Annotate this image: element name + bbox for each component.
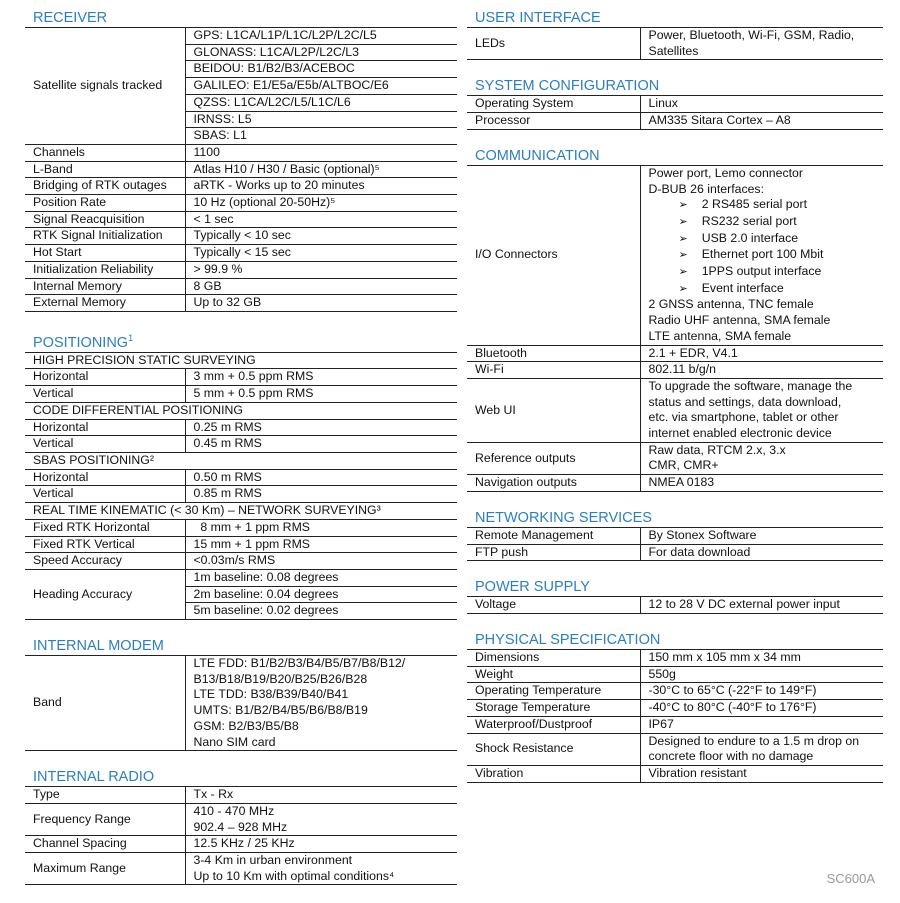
spec-value: [185, 261, 457, 278]
spec-value: [640, 442, 883, 474]
spec-value: [185, 486, 457, 503]
value-text: Typically < 10 sec: [193, 228, 291, 243]
spec-value: [640, 475, 883, 492]
spec-label: Wi-Fi: [467, 362, 640, 379]
spec-label: Web UI: [467, 378, 640, 442]
spec-row: [25, 486, 457, 503]
section-positioning: [25, 330, 457, 620]
value-item: QZSS: L1CA/L2C/L5/L1C/L6: [186, 95, 458, 112]
spec-label: Waterproof/Dustproof: [467, 716, 640, 733]
spec-label: Channels: [25, 144, 185, 161]
spec-row: [467, 544, 883, 561]
spec-row: [25, 386, 457, 403]
spec-value: [640, 597, 883, 613]
value-text: Up to 32 GB: [193, 295, 262, 310]
spec-table: [467, 166, 883, 492]
value-item: BEIDOU: B1/B2/B3/ACEBOC: [186, 61, 458, 78]
spec-row: [467, 597, 883, 613]
value-line: Raw data, RTCM 2.x, 3.x: [648, 442, 786, 457]
section-title: [25, 769, 457, 787]
spec-label: Navigation outputs: [467, 475, 640, 492]
value-text: 550g: [648, 666, 676, 681]
value-text: 8 GB: [193, 278, 222, 293]
value-line: 410 - 470 MHz: [193, 803, 275, 818]
section-system-configuration: [467, 78, 883, 129]
spec-value: [185, 178, 457, 195]
spec-value: [640, 700, 883, 717]
value-item: 2m baseline: 0.04 degrees: [186, 587, 458, 604]
section-title-text: USER INTERFACE: [475, 10, 601, 26]
connector-item: ➢ Ethernet port 100 Mbit: [679, 247, 884, 264]
spec-row: [467, 28, 883, 60]
spec-value: [185, 803, 457, 835]
spec-label: Channel Spacing: [25, 836, 185, 853]
spec-value: [640, 28, 883, 60]
section-title: [467, 10, 883, 28]
section-title: [25, 330, 457, 353]
spec-row: [467, 765, 883, 782]
spec-row: [467, 700, 883, 717]
section-title: [25, 10, 457, 28]
value-line: Up to 10 Km with optimal conditions⁴: [193, 868, 395, 883]
spec-value: [640, 733, 883, 765]
spec-label: Horizontal: [25, 469, 185, 486]
spec-label: Hot Start: [25, 245, 185, 262]
value-text: Vibration resistant: [648, 765, 747, 780]
spec-label: Weight: [467, 666, 640, 683]
value-item: GALILEO: E1/E5a/E5b/ALTBOC/E6: [186, 78, 458, 95]
section-receiver: [25, 10, 457, 312]
spec-value: [640, 166, 883, 345]
connector-list: [649, 197, 884, 297]
value-line: LTE TDD: B38/B39/B40/B41: [193, 687, 349, 702]
spec-row: [25, 469, 457, 486]
spec-row: [467, 442, 883, 474]
value-text: 150 mm x 105 mm x 34 mm: [648, 649, 801, 664]
value-text: IP67: [648, 716, 674, 731]
value-text: 2.1 + EDR, V4.1: [648, 345, 738, 360]
subheading: CODE DIFFERENTIAL POSITIONING: [25, 402, 457, 419]
spec-value: [185, 295, 457, 312]
spec-label: Storage Temperature: [467, 700, 640, 717]
value-line: status and settings, data download,: [648, 394, 842, 409]
spec-row: [25, 195, 457, 212]
spec-row: [25, 402, 457, 419]
spec-row: [25, 369, 457, 386]
spec-row: [467, 666, 883, 683]
spec-table: [25, 353, 457, 620]
spec-label: Initialization Reliability: [25, 261, 185, 278]
spec-row: [25, 656, 457, 751]
value-line: LTE antenna, SMA female: [648, 328, 792, 343]
value-text: Tx - Rx: [193, 787, 234, 802]
section-internal-radio: [25, 769, 457, 885]
value-item: GPS: L1CA/L1P/L1C/L2P/L2C/L5: [186, 28, 458, 45]
value-text: -40°C to 80°C (-40°F to 176°F): [648, 700, 817, 715]
value-text: For data download: [648, 544, 751, 559]
spec-label: Maximum Range: [25, 853, 185, 885]
value-text: 12.5 KHz / 25 KHz: [193, 836, 295, 851]
spec-label: Satellite signals tracked: [25, 28, 185, 144]
spec-value: [185, 787, 457, 803]
spec-value: [185, 28, 457, 144]
spec-label: Remote Management: [467, 528, 640, 544]
section-physical-specification: [467, 632, 883, 783]
spec-label: L-Band: [25, 161, 185, 178]
value-text: 15 mm + 1 ppm RMS: [193, 536, 311, 551]
spec-label: Frequency Range: [25, 803, 185, 835]
value-text: 0.50 m RMS: [193, 469, 262, 484]
spec-row: [25, 211, 457, 228]
spec-value: [640, 362, 883, 379]
spec-label: Fixed RTK Horizontal: [25, 519, 185, 536]
spec-label: LEDs: [467, 28, 640, 60]
value-line: 3-4 Km in urban environment: [193, 853, 353, 868]
subheading: SBAS POSITIONING²: [25, 453, 457, 470]
value-line: 2 GNSS antenna, TNC female: [648, 297, 814, 312]
spec-label: FTP push: [467, 544, 640, 561]
value-line: Radio UHF antenna, SMA female: [648, 313, 831, 328]
spec-row: [25, 228, 457, 245]
spec-value: [185, 161, 457, 178]
spec-value: [640, 716, 883, 733]
spec-value: [185, 386, 457, 403]
spec-row: [25, 161, 457, 178]
spec-value: [640, 666, 883, 683]
spec-table: [25, 28, 457, 312]
spec-row: [467, 362, 883, 379]
spec-row: [467, 378, 883, 442]
spec-row: [25, 787, 457, 803]
spec-row: [25, 245, 457, 262]
connector-item: ➢ RS232 serial port: [679, 214, 884, 231]
value-line: UMTS: B1/B2/B4/B5/B6/B8/B19: [193, 703, 368, 718]
spec-label: Signal Reacquisition: [25, 211, 185, 228]
section-communication: [467, 148, 883, 492]
spec-row: [467, 650, 883, 666]
spec-row: [25, 503, 457, 520]
spec-row: [467, 683, 883, 700]
spec-label: Vertical: [25, 386, 185, 403]
value-line: D-BUB 26 interfaces:: [648, 181, 764, 196]
spec-row: [467, 113, 883, 130]
spec-row: [25, 836, 457, 853]
spec-value: [185, 144, 457, 161]
subheading: REAL TIME KINEMATIC (< 30 Km) – NETWORK SURVEYING³: [25, 503, 457, 520]
spec-table: [467, 597, 883, 614]
section-title-text: POSITIONING: [33, 334, 129, 351]
spec-value: [185, 469, 457, 486]
value-text: 0.45 m RMS: [193, 436, 262, 451]
spec-value: [185, 656, 457, 751]
spec-label: I/O Connectors: [467, 166, 640, 345]
section-title-text: COMMUNICATION: [475, 147, 600, 164]
spec-row: [25, 278, 457, 295]
value-line: etc. via smartphone, tablet or other: [648, 410, 839, 425]
spec-label: Internal Memory: [25, 278, 185, 295]
spec-row: [467, 528, 883, 544]
spec-table: [467, 650, 883, 783]
value-text: 0.85 m RMS: [193, 486, 262, 501]
connector-item: ➢ 1PPS output interface: [679, 264, 884, 281]
spec-value: [640, 96, 883, 112]
spec-row: [467, 96, 883, 112]
spec-table: [25, 656, 457, 751]
spec-label: Operating Temperature: [467, 683, 640, 700]
spec-row: [25, 553, 457, 570]
spec-label: Shock Resistance: [467, 733, 640, 765]
spec-value: [185, 369, 457, 386]
connector-item: ➢ 2 RS485 serial port: [679, 197, 884, 214]
spec-table: [467, 96, 883, 129]
value-text: NMEA 0183: [648, 475, 715, 490]
value-line: Nano SIM card: [193, 734, 276, 749]
spec-row: [25, 853, 457, 885]
value-text: 5 mm + 0.5 ppm RMS: [193, 386, 314, 401]
value-item: 5m baseline: 0.02 degrees: [193, 603, 339, 618]
connector-item: ➢ USB 2.0 interface: [679, 231, 884, 248]
spec-value: [185, 211, 457, 228]
spec-value: [640, 378, 883, 442]
spec-value: [640, 683, 883, 700]
value-text: > 99.9 %: [193, 261, 243, 276]
spec-value: [640, 650, 883, 666]
spec-row: [467, 475, 883, 492]
spec-row: [25, 519, 457, 536]
spec-value: [185, 436, 457, 453]
spec-row: [467, 716, 883, 733]
spec-label: Reference outputs: [467, 442, 640, 474]
spec-label: Vibration: [467, 765, 640, 782]
value-line: LTE FDD: B1/B2/B3/B4/B5/B7/B8/B12/: [193, 656, 406, 671]
spec-row: [467, 166, 883, 345]
spec-value: [185, 278, 457, 295]
spec-label: Fixed RTK Vertical: [25, 536, 185, 553]
spec-table: [25, 787, 457, 885]
spec-label: Heading Accuracy: [25, 569, 185, 619]
spec-row: [25, 178, 457, 195]
value-text: 802.11 b/g/n: [648, 362, 716, 377]
spec-label: Speed Accuracy: [25, 553, 185, 570]
spec-label: Horizontal: [25, 419, 185, 436]
value-text: 12 to 28 V DC external power input: [648, 597, 840, 612]
spec-label: Vertical: [25, 436, 185, 453]
spec-value: [185, 195, 457, 212]
section-title-text: POWER SUPPLY: [475, 579, 590, 596]
section-title: [25, 638, 457, 656]
spec-label: External Memory: [25, 295, 185, 312]
spec-value: [185, 836, 457, 853]
spec-row: [25, 353, 457, 369]
spec-row: [25, 295, 457, 312]
value-text: < 1 sec: [193, 211, 234, 226]
section-title-text: INTERNAL RADIO: [33, 769, 155, 786]
value-line: CMR, CMR+: [648, 458, 719, 473]
value-line: Designed to endure to a 1.5 m drop on: [648, 733, 860, 748]
value-item: 1m baseline: 0.08 degrees: [186, 570, 458, 587]
spec-value: [185, 519, 457, 536]
value-text: 3 mm + 0.5 ppm RMS: [193, 369, 314, 384]
spec-label: Processor: [467, 113, 640, 130]
value-line: Power port, Lemo connector: [648, 165, 803, 180]
spec-row: [25, 453, 457, 470]
section-user-interface: [467, 10, 883, 60]
value-line: B13/B18/B19/B20/B25/B26/B28: [193, 671, 368, 686]
value-text: Typically < 15 sec: [193, 245, 291, 260]
value-item: IRNSS: L5: [186, 112, 458, 129]
value-text: <0.03m/s RMS: [193, 553, 276, 568]
section-internal-modem: [25, 638, 457, 751]
spec-value: [185, 569, 457, 619]
spec-row: [467, 345, 883, 362]
section-title-text: PHYSICAL SPECIFICATION: [475, 631, 661, 648]
spec-value: [640, 345, 883, 362]
value-item: SBAS: L1: [193, 128, 247, 143]
section-title: [467, 148, 883, 166]
section-title-text: RECEIVER: [33, 10, 108, 26]
value-line: To upgrade the software, manage the: [648, 378, 853, 393]
section-title: [467, 632, 883, 650]
spec-label: Horizontal: [25, 369, 185, 386]
spec-label: Type: [25, 787, 185, 803]
value-line: internet enabled electronic device: [648, 426, 832, 441]
spec-label: Bridging of RTK outages: [25, 178, 185, 195]
spec-value: [185, 553, 457, 570]
value-text: 10 Hz (optional 20-50Hz)⁵: [193, 195, 336, 210]
spec-label: Bluetooth: [467, 345, 640, 362]
value-text: AM335 Sitara Cortex – A8: [648, 113, 791, 128]
section-title: [467, 579, 883, 597]
section-title-text: INTERNAL MODEM: [33, 638, 164, 655]
spec-row: [25, 28, 457, 144]
value-text: Linux: [648, 96, 678, 111]
spec-value: [185, 419, 457, 436]
value-text: aRTK - Works up to 20 minutes: [193, 178, 365, 193]
value-text: 1100: [193, 144, 220, 159]
value-line: 902.4 – 928 MHz: [193, 819, 288, 834]
connector-item: ➢ Event interface: [679, 281, 884, 298]
subheading: HIGH PRECISION STATIC SURVEYING: [25, 353, 457, 369]
spec-label: RTK Signal Initialization: [25, 228, 185, 245]
spec-label: Operating System: [467, 96, 640, 112]
model-label: SC600A: [826, 871, 875, 886]
spec-row: [467, 733, 883, 765]
value-text: 8 mm + 1 ppm RMS: [193, 519, 311, 534]
value-line: concrete floor with no damage: [648, 749, 814, 764]
spec-row: [25, 144, 457, 161]
spec-value: [185, 536, 457, 553]
value-text: By Stonex Software: [648, 527, 757, 542]
value-line: Satellites: [648, 43, 699, 58]
value-line: GSM: B2/B3/B5/B8: [193, 718, 299, 733]
footnote-ref: 1: [128, 332, 134, 343]
section-title: [467, 78, 883, 96]
spec-row: [25, 536, 457, 553]
section-power-supply: [467, 579, 883, 614]
spec-label: Band: [25, 656, 185, 751]
value-item: GLONASS: L1CA/L2P/L2C/L3: [186, 45, 458, 62]
spec-value: [640, 765, 883, 782]
spec-row: [25, 419, 457, 436]
value-text: Atlas H10 / H30 / Basic (optional)⁵: [193, 161, 380, 176]
spec-row: [25, 261, 457, 278]
section-title-text: SYSTEM CONFIGURATION: [475, 78, 660, 95]
value-text: 0.25 m RMS: [193, 419, 262, 434]
spec-value: [640, 113, 883, 130]
spec-value: [185, 228, 457, 245]
spec-value: [185, 853, 457, 885]
value-line: Power, Bluetooth, Wi-Fi, GSM, Radio,: [648, 28, 855, 42]
spec-value: [640, 528, 883, 544]
section-networking-services: [467, 510, 883, 561]
spec-row: [25, 436, 457, 453]
value-text: -30°C to 65°C (-22°F to 149°F): [648, 683, 817, 698]
spec-label: Dimensions: [467, 650, 640, 666]
spec-label: Vertical: [25, 486, 185, 503]
section-title: [467, 510, 883, 528]
spec-table: [467, 528, 883, 561]
right-column: [467, 10, 883, 801]
spec-value: [185, 245, 457, 262]
spec-label: Voltage: [467, 597, 640, 613]
spec-row: [25, 569, 457, 619]
section-title-text: NETWORKING SERVICES: [475, 509, 652, 526]
spec-table: [467, 28, 883, 60]
left-column: [25, 10, 457, 903]
spec-label: Position Rate: [25, 195, 185, 212]
spec-value: [640, 544, 883, 561]
spec-row: [25, 803, 457, 835]
